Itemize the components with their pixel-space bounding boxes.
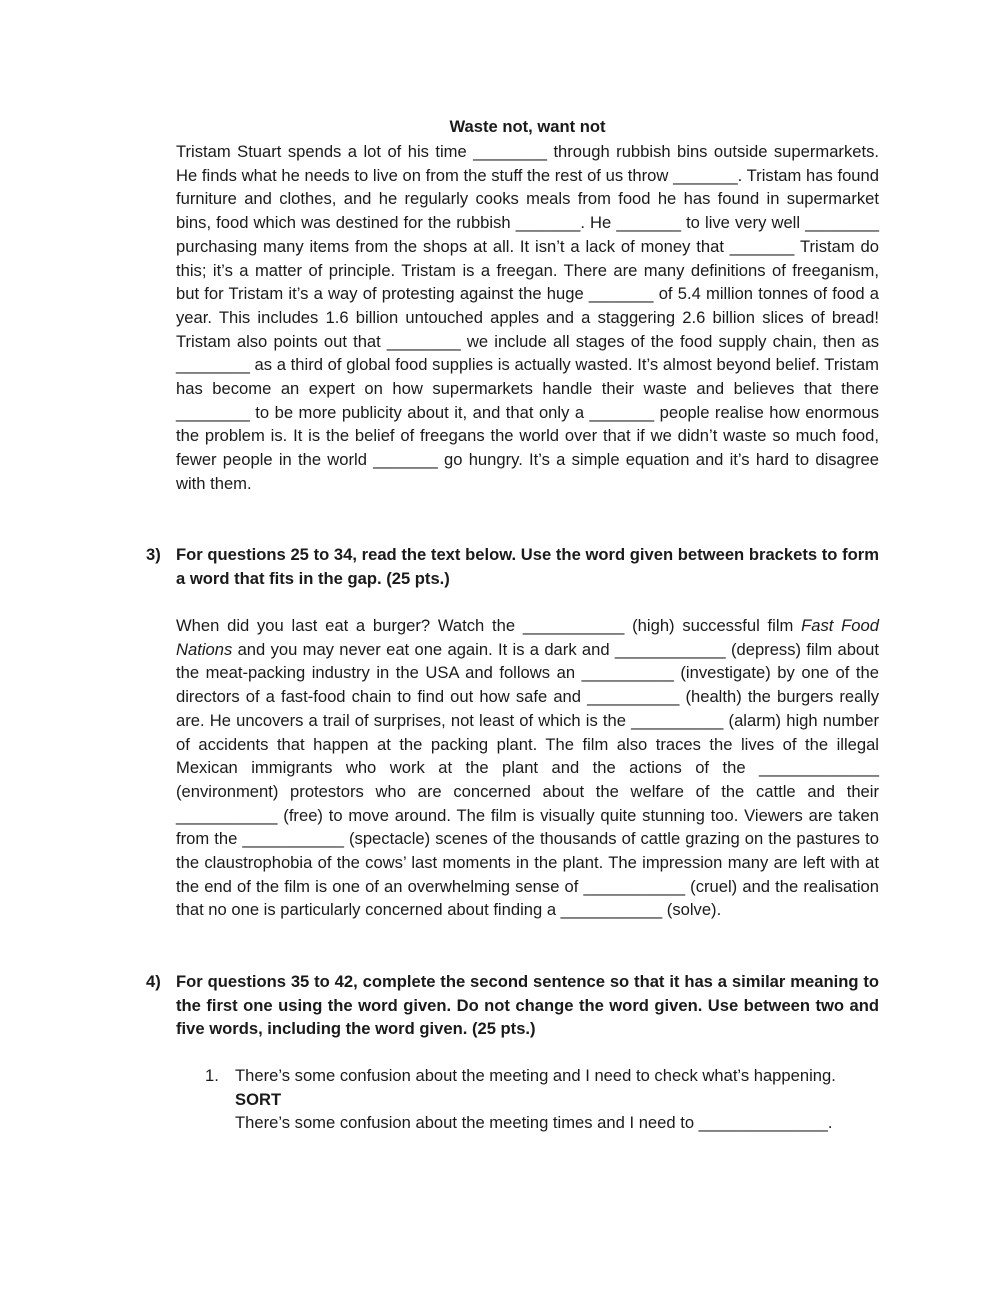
list-item bbox=[205, 1064, 879, 1135]
question-3-instruction: For questions 25 to 34, read the text below. Use the word given between brackets to form a word that fits in the gap. (25 pts.) bbox=[176, 545, 879, 588]
question-4-heading bbox=[146, 970, 879, 1041]
question-3-number: 3) bbox=[146, 545, 161, 564]
question-4-number: 4) bbox=[146, 972, 161, 991]
passage-2 bbox=[176, 614, 879, 922]
section-title: Waste not, want not bbox=[449, 117, 606, 136]
question-4-instruction: For questions 35 to 42, complete the second sentence so that it has a similar meaning to the first one using the word given. Do not change the word given. Use between two and five words, including the word given. (25 pts.) bbox=[176, 972, 879, 1038]
item-sentence: There’s some confusion about the meeting and I need to check what’s happening. bbox=[235, 1066, 836, 1085]
film-title: Fast Food Nations bbox=[176, 616, 879, 659]
passage-1: Tristam Stuart spends a lot of his time ________ through rubbish bins outside supermarkets. He finds what he needs to live on from the stuff the rest of us throw _______. Tristam has found furniture and clothes, and he regularly cooks meals from food he has found in supermarket bins, food which was destined for the rubbish _______. He _______ to live very well ________ purchasing many items from the shops at all. It isn’t a lack of money that _______ Tristam do this; it’s a matter of principle. Tristam is a freegan. There are many definitions of freeganism, but for Tristam it’s a way of protesting against the huge _______ of 5.4 million tonnes of food a year. This includes 1.6 billion untouched apples and a staggering 2.6 billion slices of bread! Tristam also points out that ________ we include all stages of the food supply chain, then as ________ as a third of global food supplies is actually wasted. It’s almost beyond belief. Tristam has become an expert on how supermarkets handle their waste and believes that there ________ to be more publicity about it, and that only a _______ people realise how enormous the problem is. It is the belief of freegans the world over that if we didn’t waste so much food, fewer people in the world _______ go hungry. It’s a simple equation and it’s hard to disagree with them. bbox=[176, 142, 879, 493]
item-rewrite: There’s some confusion about the meeting times and I need to ______________. bbox=[235, 1113, 833, 1133]
question-3-heading bbox=[146, 543, 879, 590]
item-number: 1. bbox=[205, 1066, 219, 1085]
passage-2-part-1: When did you last eat a burger? Watch the ___________ (high) successful film bbox=[176, 616, 802, 635]
passage-2-part-2: and you may never eat one again. It is a dark and ____________ (depress) film about the meat-packing industry in the USA and follows an __________ (investigate) by one of the directors of a fast-food chain to find out how safe and __________ (health) the burgers really are. He uncovers a trail of surprises, not least of which is the __________ (alarm) high number of accidents that happen at the packing plant. The film also traces the lives of the illegal Mexican immigrants who work at the plant and the actions of the _____________ (environment) protestors who are concerned about the welfare of the cattle and their ___________ (free) to move around. The film is visually quite stunning too. Viewers are taken from the ___________ (spectacle) scenes of the thousands of cattle grazing on the pastures to the claustrophobia of the cows’ last moments in the plant. The impression many are left with at the end of the film is one of an overwhelming sense of ___________ (cruel) and the realisation that no one is particularly concerned about finding a ___________ (solve). bbox=[176, 639, 879, 920]
item-keyword: SORT bbox=[235, 1089, 282, 1109]
